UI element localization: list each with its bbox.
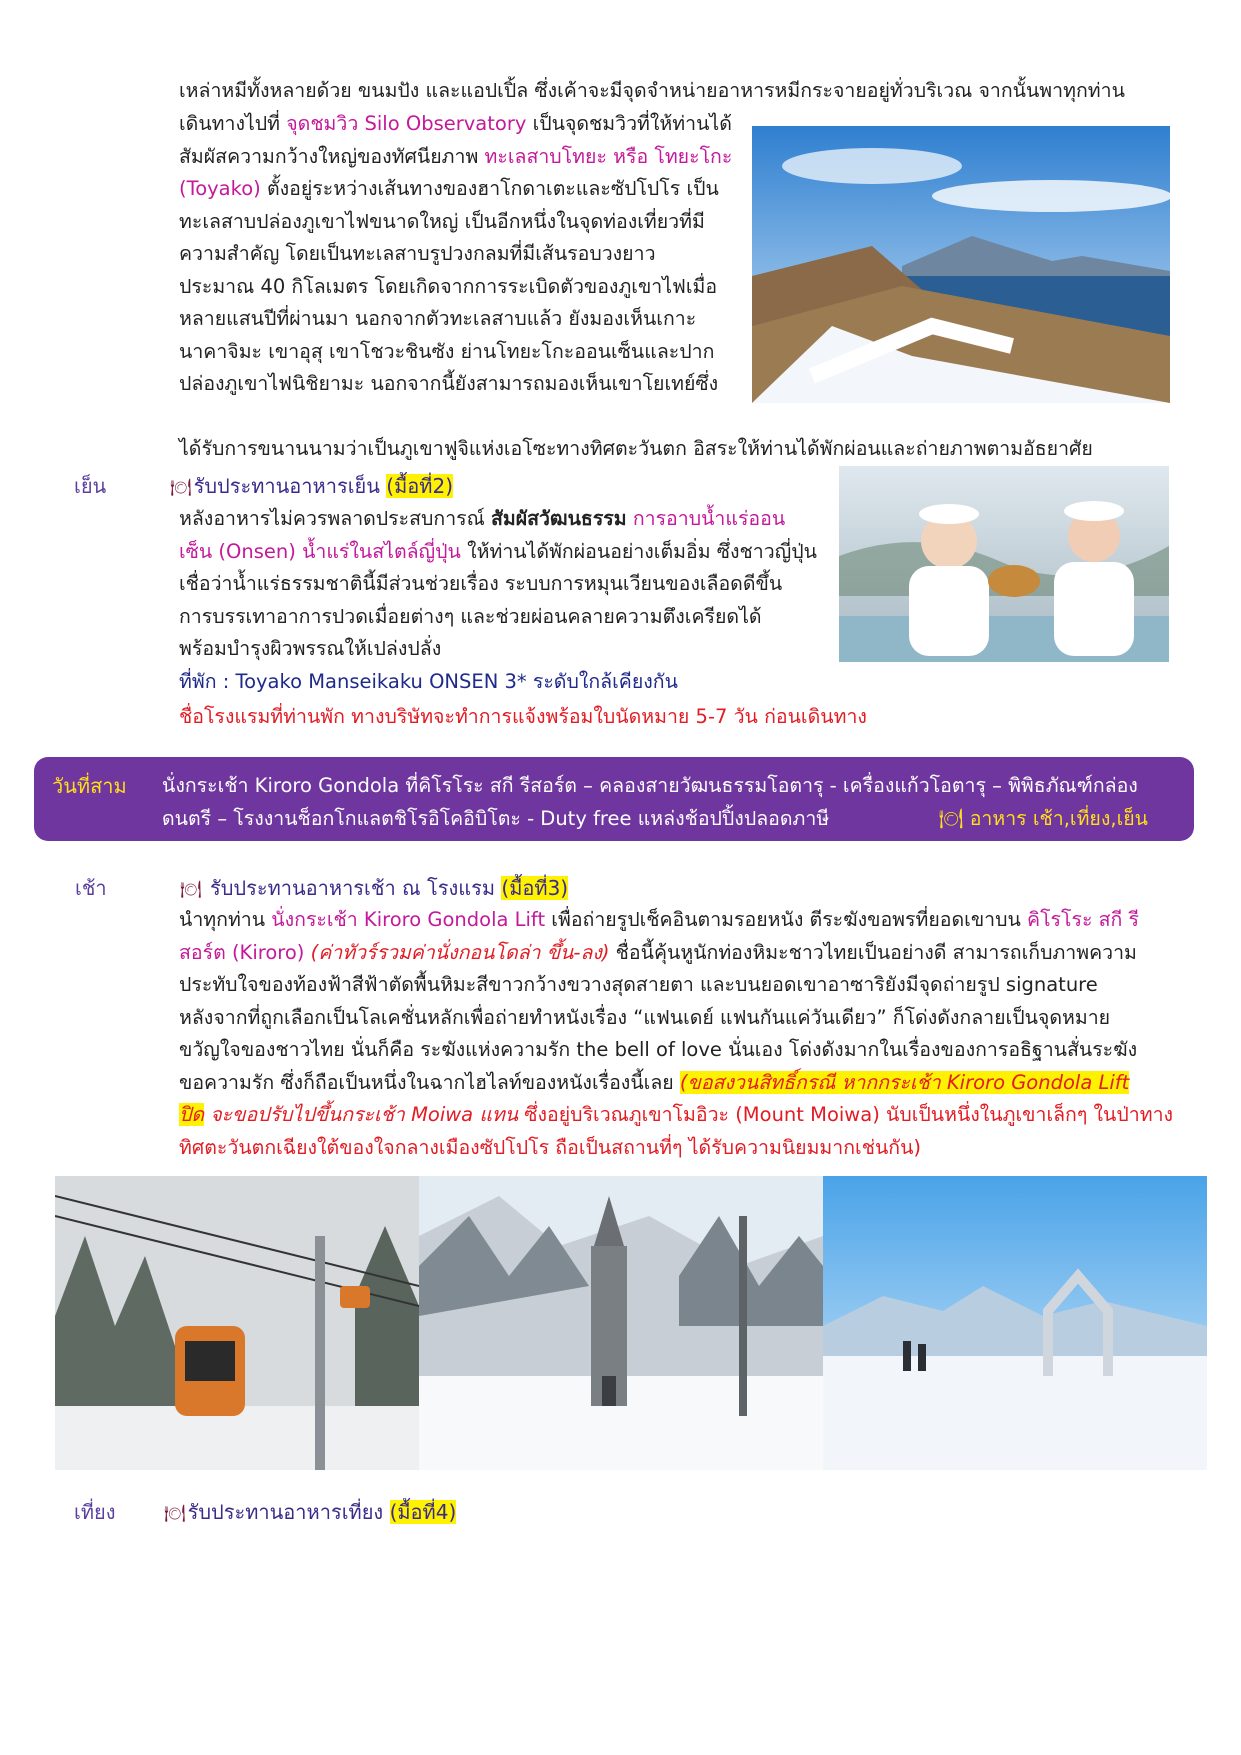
- hotel-line: ที่พัก : Toyako Manseikaku ONSEN 3* ระดับใกล้เคียงกัน: [179, 670, 678, 693]
- evening-label: เย็น: [74, 474, 107, 498]
- bowl-icon: 🍽: [170, 478, 192, 498]
- noon-label: เที่ยง: [74, 1500, 116, 1524]
- meal-number-badge: (มื้อที่2): [386, 474, 453, 498]
- lake-toya-photo: [752, 126, 1170, 403]
- bell-arch-summit-photo: [823, 1176, 1207, 1470]
- bowl-icon: 🍽: [164, 1504, 186, 1524]
- day3-header-band: [34, 757, 1194, 841]
- day3-meals: 🍽 อาหาร เช้า,เที่ยง,เย็น: [938, 807, 1148, 830]
- kiroro-paragraph: นำทุกท่าน นั่งกระเช้า Kiroro Gondola Lift เพื่อถ่ายรูปเช็คอินตามรอยหนัง ตีระฆังขอพรที่ยอดเขาบน คิโรโระ สกี รี สอร์ต (Kiroro) (ค่าทัวร์รวมค่านั่งกอนโดล่า ขึ้น-ลง) ชื่อนี้คุ้นหูนักท่องหิมะชาวไทยเป็นอย่างดี สามารถเก็บภาพความ ประทับใจของท้องฟ้าสีฟ้าตัดพื้นหิมะสีขาวกว้างขวางสุดสายตา และบนยอดเขาอาซาริยังมีจุดถ่ายรูป signature หลังจากที่ถูกเลือกเป็นโลเคชั่นหลักเพื่อถ่ายทำหนังเรื่อง “แฟนเดย์ แฟนกันแค่วันเดียว” ก็โด่งดังกลายเป็นจุดหมาย ขวัญใจของชาวไทย นั่นก็คือ ระฆังแห่งความรัก the bell of love นั่นเอง โด่งดังมากในเรื่องของการอธิฐานสั่นระฆัง ขอความรัก ซึ่งก็ถือเป็นหนึ่งในฉากไฮไลท์ของหนังเรื่องนี้เลย (ขอสงวนสิทธิ์กรณี หากกระเช้า Kiroro Gondola Lift ปิด จะขอปรับไปขึ้นกระเช้า Moiwa แทน ซึ่งอยู่บริเวณภูเขาโมอิวะ (Mount Moiwa) นับเป็นหนึ่งในภูเขาเล็กๆ ในป่าทาง ทิศตะวันตกเฉียงใต้ของใจกลางเมืองซัปโปโร ถือเป็นสถานที่ๆ ได้รับความนิยมมากเช่นกัน): [179, 908, 1174, 1159]
- morning-label: เช้า: [75, 876, 107, 900]
- lunch-meal-line: 🍽 รับประทานอาหารเที่ยง (มื้อที่4): [164, 1500, 457, 1524]
- bowl-icon: 🍽: [938, 807, 970, 830]
- bell-of-love-tower-photo: [419, 1176, 823, 1470]
- day3-itinerary-line2: ดนตรี – โรงงานช็อกโกแลตชิโรอิโคอิบิโตะ - Duty free แหล่งช้อปปิ้งปลอดภาษี: [162, 807, 830, 830]
- silo-last-line: ได้รับการขนานนามว่าเป็นภูเขาฟูจิแห่งเอโซะทางทิศตะวันตก อิสระให้ท่านได้พักผ่อนและถ่ายภาพตามอัธยาศัย: [179, 437, 1093, 460]
- bowl-icon: 🍽: [180, 880, 202, 900]
- onsen-photo: [839, 466, 1169, 662]
- silo-paragraph: เดินทางไปที่ จุดชมวิว Silo Observatory เป็นจุดชมวิวที่ให้ท่านได้ สัมผัสความกว้างใหญ่ของทัศนียภาพ ทะเลสาบโทยะ หรือ โทยะโกะ (Toyako) ตั้งอยู่ระหว่างเส้นทางของฮาโกดาเตะและซัปโปโร เป็น ทะเลสาบปล่องภูเขาไฟขนาดใหญ่ เป็นอีกหนึ่งในจุดท่องเที่ยวที่มี ความสำคัญ โดยเป็นทะเลสาบรูปวงกลมที่มีเส้นรอบวงยาว ประมาณ 40 กิโลเมตร โดยเกิดจากการระเบิดตัวของภูเขาไฟเมื่อ หลายแสนปีที่ผ่านมา นอกจากตัวทะเลสาบแล้ว ยังมองเห็นเกาะ นาคาจิมะ เขาอุสุ เขาโชวะชินซัง ย่านโทยะโกะออนเซ็นและปาก ปล่องภูเขาไฟนิชิยามะ นอกจากนี้ยังสามารถมองเห็นเขาโยเทย์ซึ่ง: [179, 112, 733, 395]
- breakfast-meal-line: 🍽 รับประทานอาหารเช้า ณ โรงแรม (มื้อที่3): [180, 876, 569, 900]
- silo-observatory-link: จุดชมวิว Silo Observatory: [286, 112, 527, 135]
- hotel-notice: ชื่อโรงแรมที่ท่านพัก ทางบริษัทจะทำการแจ้งพร้อมใบนัดหมาย 5-7 วัน ก่อนเดินทาง: [179, 705, 867, 728]
- lake-toya-name: ทะเลสาบโทยะ หรือ โทยะโกะ: [484, 144, 733, 168]
- gondola-photo: [55, 1176, 419, 1470]
- day3-itinerary-line1: นั่งกระเช้า Kiroro Gondola ที่คิโรโระ สกี รีสอร์ต – คลองสายวัฒนธรรมโอตารุ - เครื่องแก้วโอตารุ – พิพิธภัณฑ์กล่อง: [162, 774, 1138, 797]
- dinner-meal-line: 🍽 รับประทานอาหารเย็น (มื้อที่2): [170, 474, 453, 498]
- day-label: วันที่สาม: [52, 774, 127, 798]
- intro-line: เหล่าหมีทั้งหลายด้วย ขนมปัง และแอปเปิ้ล ซึ่งเค้าจะมีจุดจำหน่ายอาหารหมีกระจายอยู่ทั่วบริเวณ จากนั้นพาทุกท่าน: [179, 79, 1125, 102]
- meal-number-badge: (มื้อที่3): [501, 876, 569, 900]
- meal-number-badge: (มื้อที่4): [389, 1500, 457, 1524]
- onsen-paragraph: หลังอาหารไม่ควรพลาดประสบการณ์ สัมผัสวัฒนธรรม การอาบน้ำแร่ออน เซ็น (Onsen) น้ำแร่ในสไตล์ญี่ปุ่น ให้ท่านได้พักผ่อนอย่างเต็มอิ่ม ซึ่งชาวญี่ปุ่น เชื่อว่าน้ำแร่ธรรมชาตินี้มีส่วนช่วยเรื่อง ระบบการหมุนเวียนของเลือดดีขึ้น การบรรเทาอาการปวดเมื่อยต่างๆ และช่วยผ่อนคลายความตึงเครียดได้ พร้อมบำรุงผิวพรรณให้เปล่งปลั่ง: [179, 507, 817, 660]
